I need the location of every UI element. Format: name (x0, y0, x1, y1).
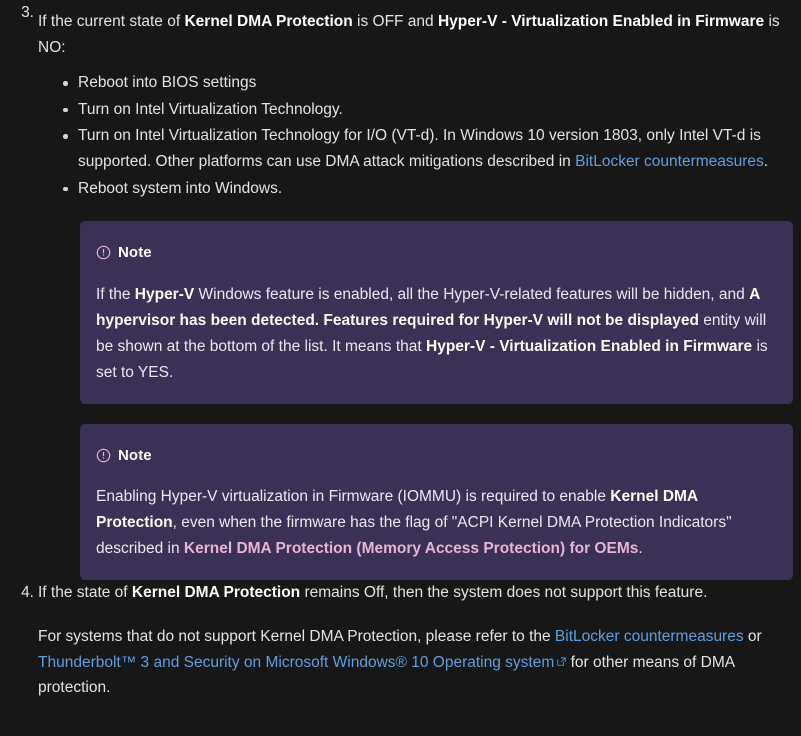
note-header (96, 240, 777, 266)
list-item-step-4 (0, 580, 801, 700)
text-fragment: If the state of (38, 584, 132, 602)
step-4-tail-paragraph (38, 624, 801, 701)
bullet-text: Turn on Intel Virtualization Technology for I/O (VT-d). In Windows 10 version 1803, only Intel VT-d is supported. Other platforms can use DMA attack mitigations described in (78, 127, 761, 170)
bold-kernel-dma-protection: Kernel DMA Protection (96, 488, 698, 532)
bold-hyperv-virtualization-firmware: Hyper-V - Virtualization Enabled in Firmware (426, 337, 753, 355)
link-bitlocker-countermeasures[interactable]: BitLocker countermeasures (575, 152, 764, 170)
text-fragment: or (743, 627, 762, 645)
text-fragment: Enabling Hyper-V virtualization in Firmware (IOMMU) is required to enable (96, 488, 611, 506)
link-bitlocker-countermeasures[interactable]: BitLocker countermeasures (554, 627, 744, 645)
list-item-reboot-windows (38, 176, 801, 202)
note-callout-iommu (80, 424, 793, 581)
text-fragment: is set to YES. (96, 337, 768, 381)
text-fragment: remains Off, then the system does not support this feature. (300, 584, 708, 602)
note-callout-hyperv (80, 221, 793, 404)
text-fragment: is OFF and (352, 13, 438, 30)
bold-kernel-dma-protection: Kernel DMA Protection (184, 13, 353, 30)
bullet-text: Reboot system into Windows. (78, 179, 283, 197)
text-fragment: If the current state of (38, 13, 185, 30)
bold-hyperv: Hyper-V (134, 285, 195, 303)
text-fragment: . (638, 540, 643, 558)
bold-kernel-dma-protection: Kernel DMA Protection (131, 584, 301, 602)
info-circle-icon (96, 245, 111, 260)
list-item-intel-vtd (38, 123, 801, 174)
text-fragment: is NO: (38, 13, 780, 56)
text-fragment: For systems that do not support Kernel DMA Protection, please refer to the (38, 627, 555, 645)
note-body (96, 484, 777, 562)
step-number: 3. (21, 4, 34, 21)
bold-hyperv-virtualization-firmware: Hyper-V - Virtualization Enabled in Firmware (437, 13, 765, 30)
bold-hypervisor-detected-message: A hypervisor has been detected. Features required for Hyper-V will not be displayed (96, 285, 760, 329)
note-title: Note (118, 244, 152, 262)
list-item-intel-vt (38, 97, 801, 123)
text-fragment: If the (96, 285, 135, 303)
link-kernel-dma-protection-for-oems[interactable]: Kernel DMA Protection (Memory Access Protection) for OEMs (183, 540, 639, 558)
bullet-text: Turn on Intel Virtualization Technology. (78, 100, 343, 118)
step-3-lead-text (38, 0, 801, 60)
text-fragment: entity will be shown at the bottom of the list. It means that (96, 311, 767, 355)
list-item-reboot-bios (38, 70, 801, 96)
note-header (96, 443, 777, 469)
step-4-lead-text (38, 580, 801, 606)
bullet-text: Reboot into BIOS settings (78, 74, 257, 92)
text-fragment: . (763, 152, 769, 170)
text-fragment: Windows feature is enabled, all the Hyper-V-related features will be hidden, and (194, 285, 750, 303)
info-circle-icon (96, 448, 111, 463)
step-number: 4. (21, 584, 34, 602)
text-fragment: for other means of DMA protection. (38, 653, 735, 697)
note-body (96, 282, 777, 386)
external-link-icon (557, 657, 566, 666)
link-thunderbolt-3-security[interactable]: Thunderbolt™ 3 and Security on Microsoft Windows® 10 Operating system (38, 653, 555, 671)
note-title: Note (118, 446, 152, 464)
step-3-bullet-list (38, 70, 801, 201)
text-fragment: , even when the firmware has the flag of "ACPI Kernel DMA Protection Indicators" described in (96, 514, 732, 558)
